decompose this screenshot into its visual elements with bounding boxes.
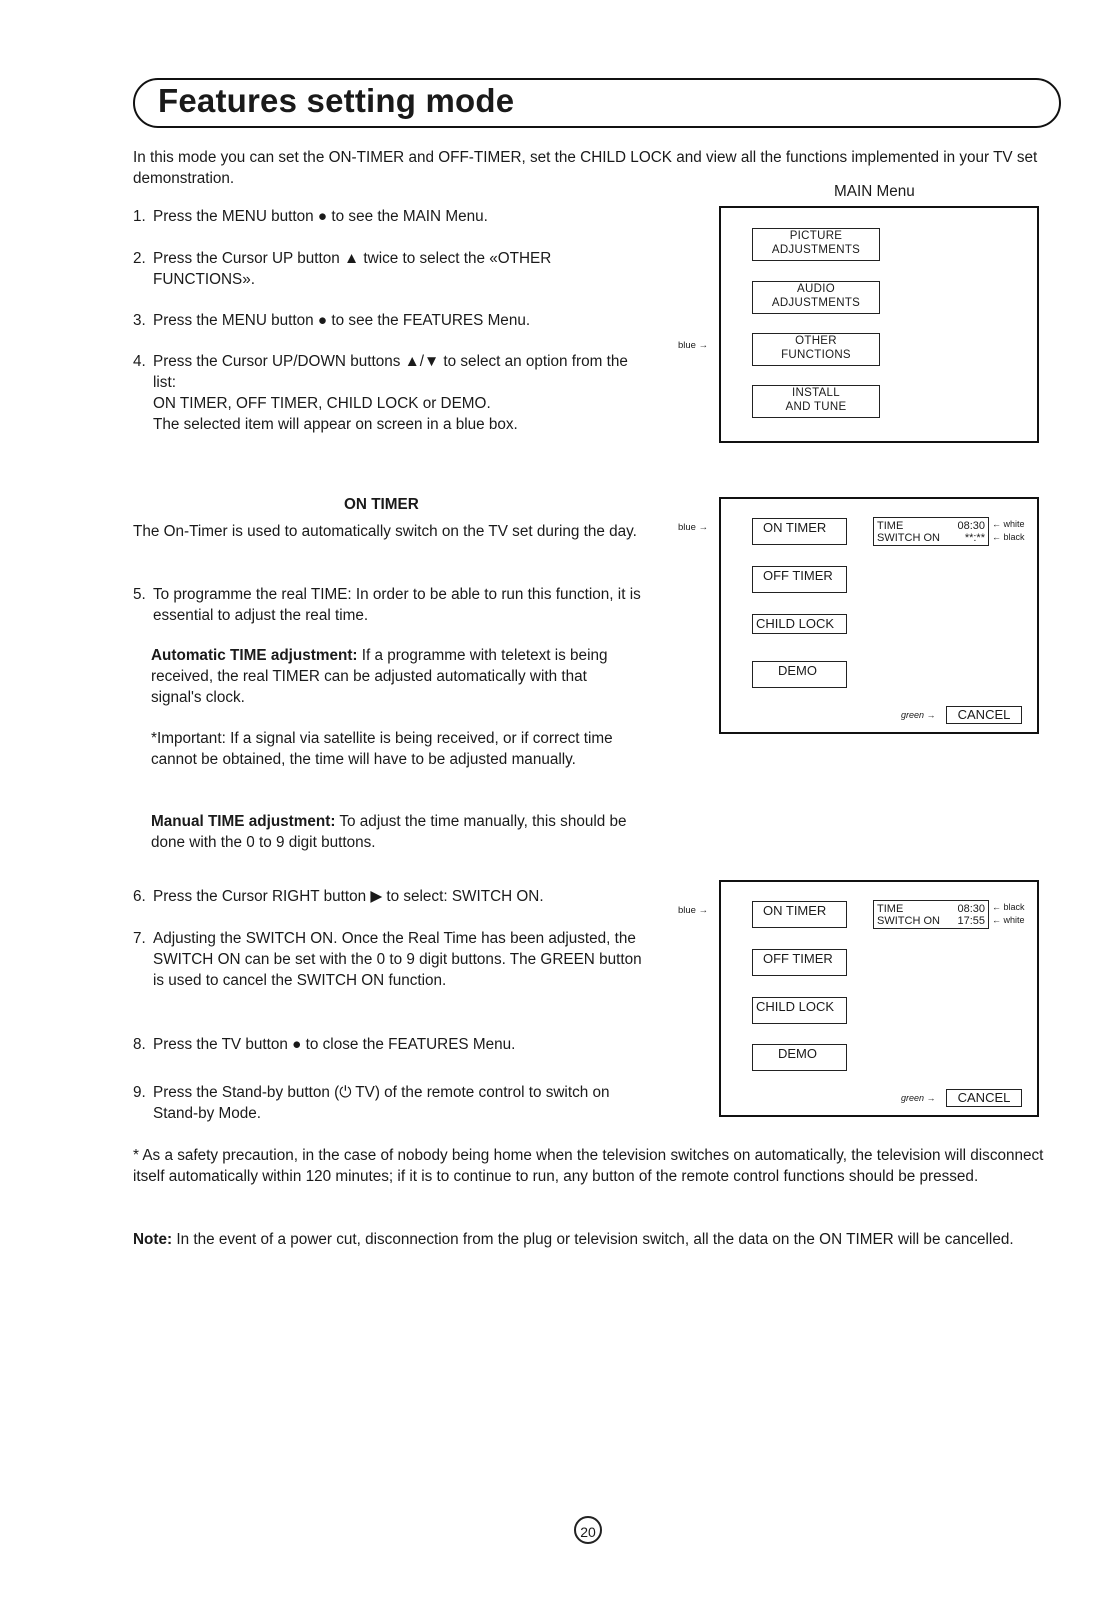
step-number: 5.	[133, 586, 146, 603]
feature-item-demo: DEMO	[752, 661, 847, 688]
step-6	[133, 886, 653, 907]
feature-item-off-timer: OFF TIMER	[752, 949, 847, 976]
menu-item-picture: PICTURE ADJUSTMENTS	[752, 228, 880, 261]
intro-text: In this mode you can set the ON-TIMER and OFF-TIMER, set the CHILD LOCK and view all the functions implemented in your TV set demonstration.	[133, 149, 1038, 187]
blue-arrow-label: blue →	[678, 905, 709, 916]
white-tag: ← white	[992, 915, 1025, 925]
feature-item-demo: DEMO	[752, 1044, 847, 1071]
step-2	[133, 248, 653, 290]
step-7	[133, 928, 653, 991]
step-text-options: ON TIMER, OFF TIMER, CHILD LOCK or DEMO.	[153, 395, 491, 412]
feature-item-child-lock: CHILD LOCK	[752, 997, 847, 1024]
step-9	[133, 1082, 653, 1124]
step-number: 2.	[133, 250, 146, 267]
feature-item-child-lock: CHILD LOCK	[752, 614, 847, 634]
step-text: Press the Cursor UP button ▲ twice to select the «OTHER FUNCTIONS».	[153, 250, 552, 288]
step-number: 8.	[133, 1036, 146, 1053]
blue-arrow-label: blue →	[678, 340, 709, 351]
step-text: Press the MENU button ● to see the MAIN Menu.	[153, 208, 488, 225]
step-text: Press the Cursor UP/DOWN buttons ▲/▼ to select an option from the list:	[153, 353, 628, 391]
cancel-button: CANCEL	[946, 1089, 1022, 1107]
step-text: Adjusting the SWITCH ON. Once the Real Time has been adjusted, the SWITCH ON can be set with the 0 to 9 digit buttons. The GREEN button is used to cancel the SWITCH ON function.	[153, 930, 642, 989]
step-8	[133, 1034, 653, 1055]
step-number: 7.	[133, 930, 146, 947]
safety-text: * As a safety precaution, in the case of nobody being home when the television switches on automatically, the television will disconnect itself automatically within 120 minutes; if it is to continue to run, any button of the remote control functions should be pressed.	[133, 1147, 1044, 1185]
main-menu-screen	[719, 206, 1039, 443]
white-tag: ← white	[992, 519, 1025, 529]
step-number: 9.	[133, 1084, 146, 1101]
step-4	[133, 351, 653, 435]
green-arrow-label: green →	[901, 710, 936, 720]
black-tag: ← black	[992, 902, 1025, 912]
menu-item-install: INSTALL AND TUNE	[752, 385, 880, 418]
step-number: 1.	[133, 208, 146, 225]
step-number: 3.	[133, 312, 146, 329]
menu-item-other-functions: OTHER FUNCTIONS	[752, 333, 880, 366]
menu-item-audio: AUDIO ADJUSTMENTS	[752, 281, 880, 314]
blue-arrow-label: blue →	[678, 522, 709, 533]
auto-time-adjustment: Automatic TIME adjustment: If a programme with teletext is being received, the real TIMER can be adjusted automatically with that signal's clock.	[151, 647, 608, 706]
step-number: 4.	[133, 353, 146, 370]
step-number: 6.	[133, 888, 146, 905]
page-title: Features setting mode	[158, 82, 515, 119]
features-menu-screen-1	[719, 497, 1039, 734]
step-3	[133, 310, 653, 331]
feature-item-on-timer: ON TIMER	[752, 901, 847, 928]
step-text: Press the TV button ● to close the FEATURES Menu.	[153, 1036, 516, 1053]
step-text: Press the Stand-by button (⏻ TV) of the remote control to switch on Stand-by Mode.	[153, 1084, 610, 1122]
feature-item-on-timer: ON TIMER	[752, 518, 847, 545]
on-timer-desc: The On-Timer is used to automatically switch on the TV set during the day.	[133, 523, 637, 540]
step-text: Press the Cursor RIGHT button ▶ to select: SWITCH ON.	[153, 888, 544, 905]
cancel-button: CANCEL	[946, 706, 1022, 724]
feature-item-off-timer: OFF TIMER	[752, 566, 847, 593]
black-tag: ← black	[992, 532, 1025, 542]
page-number: 20	[574, 1516, 602, 1544]
time-info-box: TIME 08:30 SWITCH ON 17:55	[873, 900, 989, 929]
step-5	[133, 584, 653, 626]
important-note: *Important: If a signal via satellite is being received, or if correct time cannot be obtained, the time will have to be adjusted manually.	[151, 730, 613, 768]
time-info-box: TIME 08:30 SWITCH ON **:**	[873, 517, 989, 546]
green-arrow-label: green →	[901, 1093, 936, 1103]
step-1	[133, 206, 653, 227]
manual-time-adjustment: Manual TIME adjustment: To adjust the time manually, this should be done with the 0 to 9 digit buttons.	[151, 813, 627, 851]
step-text: To programme the real TIME: In order to be able to run this function, it is essential to adjust the real time.	[153, 586, 641, 624]
step-text: Press the MENU button ● to see the FEATURES Menu.	[153, 312, 531, 329]
on-timer-heading: ON TIMER	[344, 496, 419, 513]
main-menu-caption: MAIN Menu	[834, 183, 915, 200]
note-text: Note: In the event of a power cut, disconnection from the plug or television switch, all the data on the ON TIMER will be cancelled.	[133, 1231, 1014, 1248]
features-menu-screen-2	[719, 880, 1039, 1117]
step-text-note: The selected item will appear on screen in a blue box.	[153, 416, 518, 433]
